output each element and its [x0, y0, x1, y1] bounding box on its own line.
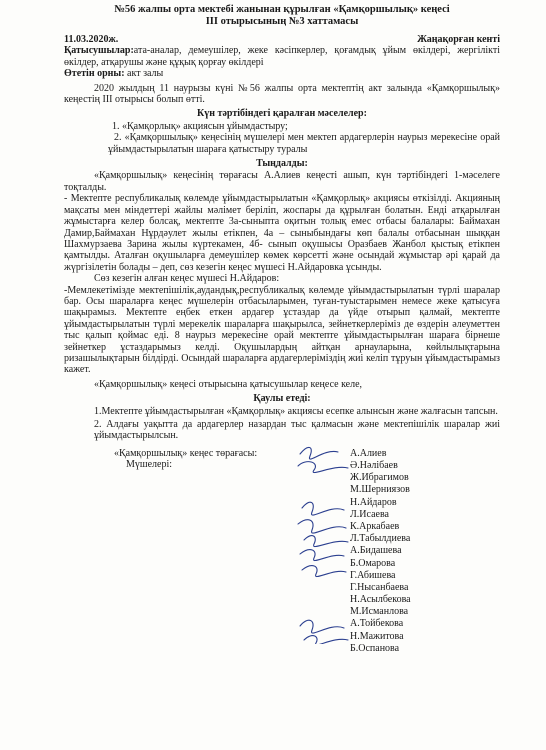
member-name: А.Тойбекова [350, 618, 404, 630]
venue-label: Өтетін орны: [64, 68, 125, 80]
member-name: Г.Абишева [350, 569, 396, 581]
protocol-title [64, 4, 500, 28]
member-name: М.Шерниязов [350, 484, 410, 496]
member-name: А.Алиев [350, 447, 387, 459]
member-name: Б.Оспанова [350, 642, 400, 654]
member-name: Ә.Нәлібаев [350, 460, 398, 471]
venue-line [64, 68, 500, 79]
attendees-line [64, 45, 500, 68]
member-name: Л.Табылдиева [350, 533, 411, 545]
member-name: А.Бидашева [350, 545, 402, 557]
agenda-item-1: 1. «Қамқорлық» акциясын ұйымдастыру; [112, 120, 288, 132]
member-name: М.Исманлова [350, 606, 409, 618]
title-line-2: ІІІ отырысының №3 хаттамасы [205, 16, 359, 27]
member-name: Н.Мажитова [350, 630, 404, 642]
member-name: Б.Омарова [350, 557, 396, 569]
paragraph-participants: «Қамқоршылық» кеңесі отырысына қатысушылар кеңесе келе, [94, 378, 363, 390]
title-line-1: №56 жалпы орта мектебі жанынан құрылған «Қамқоршылық» кеңесі [114, 4, 450, 15]
paragraph-speaker-intro: Сөз кезегін алған кеңес мүшесі Н.Айдаров: [94, 273, 280, 285]
member-name: Л.Исаева [350, 508, 389, 520]
agenda-item-2: 2. «Қамқоршылық» кеңесінің мүшелері мен мектеп ардагерлерін наурыз мерекесіне орай ұйымдастырылатын шараға қатыстыру туралы [108, 132, 500, 155]
member-name: Н.Асылбекова [350, 594, 411, 606]
handwritten-signatures [294, 444, 354, 644]
attendees-text: ата-аналар, демеушілер, жеке кәсіпкерлер, қоғамдық ұйым өкілдері, жергілікті өкілдер, атқарушы және құқық қорғау өкілдері [64, 45, 500, 68]
decision-heading: Қаулы етеді: [253, 393, 311, 405]
member-names-list [350, 448, 411, 655]
listened-heading: Тыңдалды: [256, 158, 308, 170]
decision-item-1: 1.Мектепте ұйымдастырылған «Қамқорлық» акциясы есепке алынсын және жалғасын тапсын. [94, 405, 498, 417]
member-name: К.Аркабаев [350, 520, 400, 532]
date-place-row [64, 34, 500, 45]
intro-paragraph: 2020 жылдың 11 наурызы күні №56 жалпы орта мектептің акт залында «Қамқоршылық» кеңестің ІІІ отырысы болып өтті. [64, 82, 500, 106]
paragraph-chair-opening: «Қамқоршылық» кеңесінің төрағасы А.Алиев кеңесті ашып, күн тәртібіндегі 1-мәселеге тоқталды. [64, 170, 500, 193]
attendees-label: Қатысушылар: [64, 45, 134, 57]
member-name: Г.Нысанбаева [350, 581, 409, 593]
protocol-place: Жаңақорған кенті [417, 34, 500, 45]
agenda-heading: Күн тәртібіндегі қаралған мәселелер: [197, 108, 367, 120]
protocol-date: 11.03.2020ж. [64, 34, 119, 45]
venue-text: акт залы [124, 68, 164, 80]
paragraph-speaker-speech: -Мемлекетімізде мектепішілік,аудандық,республикалық көлемде ұйымдастырылатын түрлі шаралар бар. Осы шараларға кеңес мүшелерін отбасыларымен, туған-туыстарымен немесе жеке қатысуға шақырамыз. Мектепте еңбек еткен ардагер ұстаздар да үйде отырып қалмай, мектепте ұйымдастырылатын түрлі мерекелік шараларға шақырылса, зейнеткерлеріміз де өздерін әлеуметтен тыс қалып қоймас еді. 8 наурыз мерекесіне орай мектепте ұйымдастырылған шараға бірнеше зейнеткер ұстаздарымыз келді. Оқушылардың айтқан арнауларына, көйлылықтарына ризашылықтарын білдірді. Осындай шараларға ардагерлеріміздің жиі келіп тұруын ұйымдастырамыз кажет. [64, 284, 500, 376]
member-name: Ж.Ибрагимов [350, 472, 409, 484]
decision-item-2: 2. Алдағы уақытта да ардагерлер назардан тыс қалмасын және мектепішілік шаралар жиі ұйымдастырылсын. [94, 419, 500, 442]
signature-block [64, 447, 500, 654]
chair-label: «Қамқоршылық» кеңес төрағасы: [114, 447, 258, 459]
members-label: Мүшелері: [126, 458, 173, 470]
member-name: Н.Айдаров [350, 496, 397, 508]
paragraph-action-report: - Мектепте республикалық көлемде ұйымдастырылатын «Қамқорлық» акциясы өткізілді. Акцияның мақсаты мен міндеттері жайлы мәлімет беріліп, жоспары да құрылған болатын. Енді атқарылған жұмыстарға келер болсақ, мектепте 3а-сыныпта оқитын толық емес отбасы балалары: Баймахан Дамир,Баймахан Нұрдәулет жылы етікпен, 4а – сыныбындағы көп балалы отбасынан шыққан Шахмурзаева Зарина жылы күртекамен, 4б- сынып оқушысы Оразбаев Жанбол қыстық етікпен қамтылды. Аталған оқушыларға демеушілер көмек көрсетті және осындай жұмыстар әрі қарай да жүргізілетін болады – деп, сөз кезегін кеңес мүшесі Н.Айдаровка ұсынды. [64, 193, 500, 273]
